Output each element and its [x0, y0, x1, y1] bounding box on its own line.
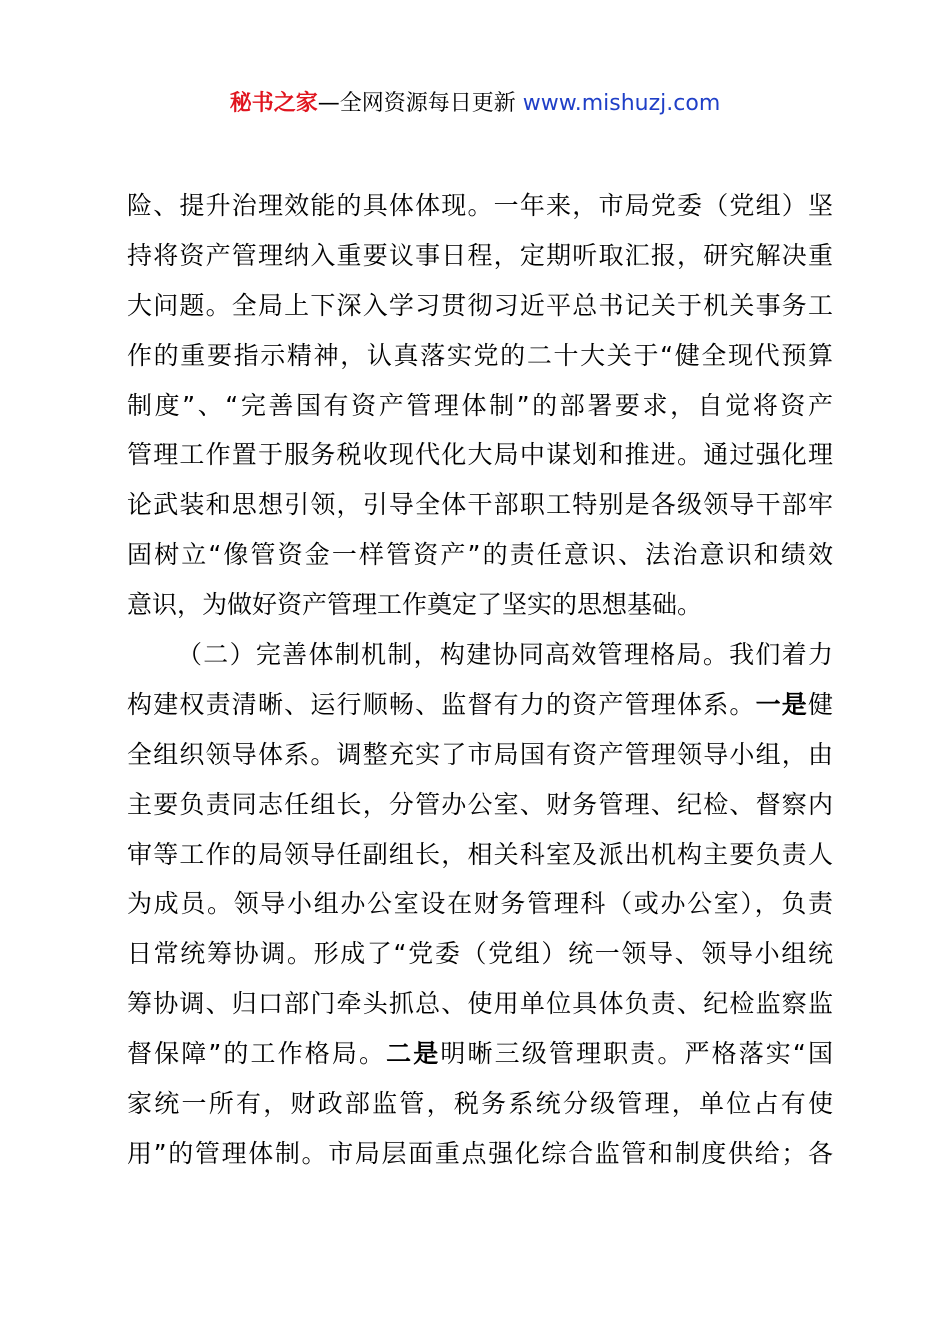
text-line: 用”的管理体制。市局层面重点强化综合监管和制度供给；各	[127, 1138, 833, 1168]
text-line: 管理工作置于服务税收现代化大局中谋划和推进。通过强化理	[127, 440, 833, 470]
header-tagline: —全网资源每日更新	[317, 91, 516, 116]
text-line: 筹协调、归口部门牵头抓总、使用单位具体负责、纪检监察监	[127, 989, 833, 1019]
bold-marker: 一是	[755, 689, 808, 719]
text-segment: 督保障”的工作格局。	[127, 1039, 387, 1069]
document-body	[127, 181, 833, 1179]
text-line: 制度”、“完善国有资产管理体制”的部署要求，自觉将资产	[127, 390, 833, 420]
text-line	[127, 1029, 833, 1079]
bold-marker: 二是	[386, 1039, 441, 1069]
text-line: 持将资产管理纳入重要议事日程，定期听取汇报，研究解决重	[127, 240, 833, 270]
brand-name: 秘书之家	[229, 91, 318, 116]
text-line: 为成员。领导小组办公室设在财务管理科（或办公室），负责	[127, 889, 833, 919]
text-line: 论武装和思想引领，引导全体干部职工特别是各级领导干部牢	[127, 490, 833, 520]
text-line: 险、提升治理效能的具体体现。一年来，市局党委（党组）坚	[127, 191, 833, 220]
text-segment: 明晰三级管理职责。严格落实“国	[440, 1039, 834, 1069]
text-line: 全组织领导体系。调整充实了市局国有资产管理领导小组，由	[127, 739, 833, 769]
text-line: 家统一所有，财政部监管，税务系统分级管理，单位占有使	[127, 1089, 833, 1119]
text-line: 审等工作的局领导任副组长，相关科室及派出机构主要负责人	[127, 839, 833, 869]
text-line: 固树立“像管资金一样管资产”的责任意识、法治意识和绩效	[127, 540, 833, 570]
text-line: 大问题。全局上下深入学习贯彻习近平总书记关于机关事务工	[127, 290, 833, 320]
text-line: 意识，为做好资产管理工作奠定了坚实的思想基础。	[127, 590, 703, 620]
section-heading-line: （二）完善体制机制，构建协同高效管理格局。我们着力	[177, 640, 833, 670]
text-line: 日常统筹协调。形成了“党委（党组）统一领导、领导小组统	[127, 939, 833, 969]
text-segment: 健	[807, 689, 833, 719]
text-segment: 构建权责清晰、运行顺畅、监督有力的资产管理体系。	[127, 689, 756, 719]
text-line	[127, 680, 833, 730]
site-header	[0, 86, 950, 122]
website-link[interactable]: www.mishuzj.com	[522, 91, 721, 116]
text-line: 作的重要指示精神，认真落实党的二十大关于“健全现代预算	[127, 340, 833, 370]
text-line: 主要负责同志任组长，分管办公室、财务管理、纪检、督察内	[127, 789, 833, 819]
